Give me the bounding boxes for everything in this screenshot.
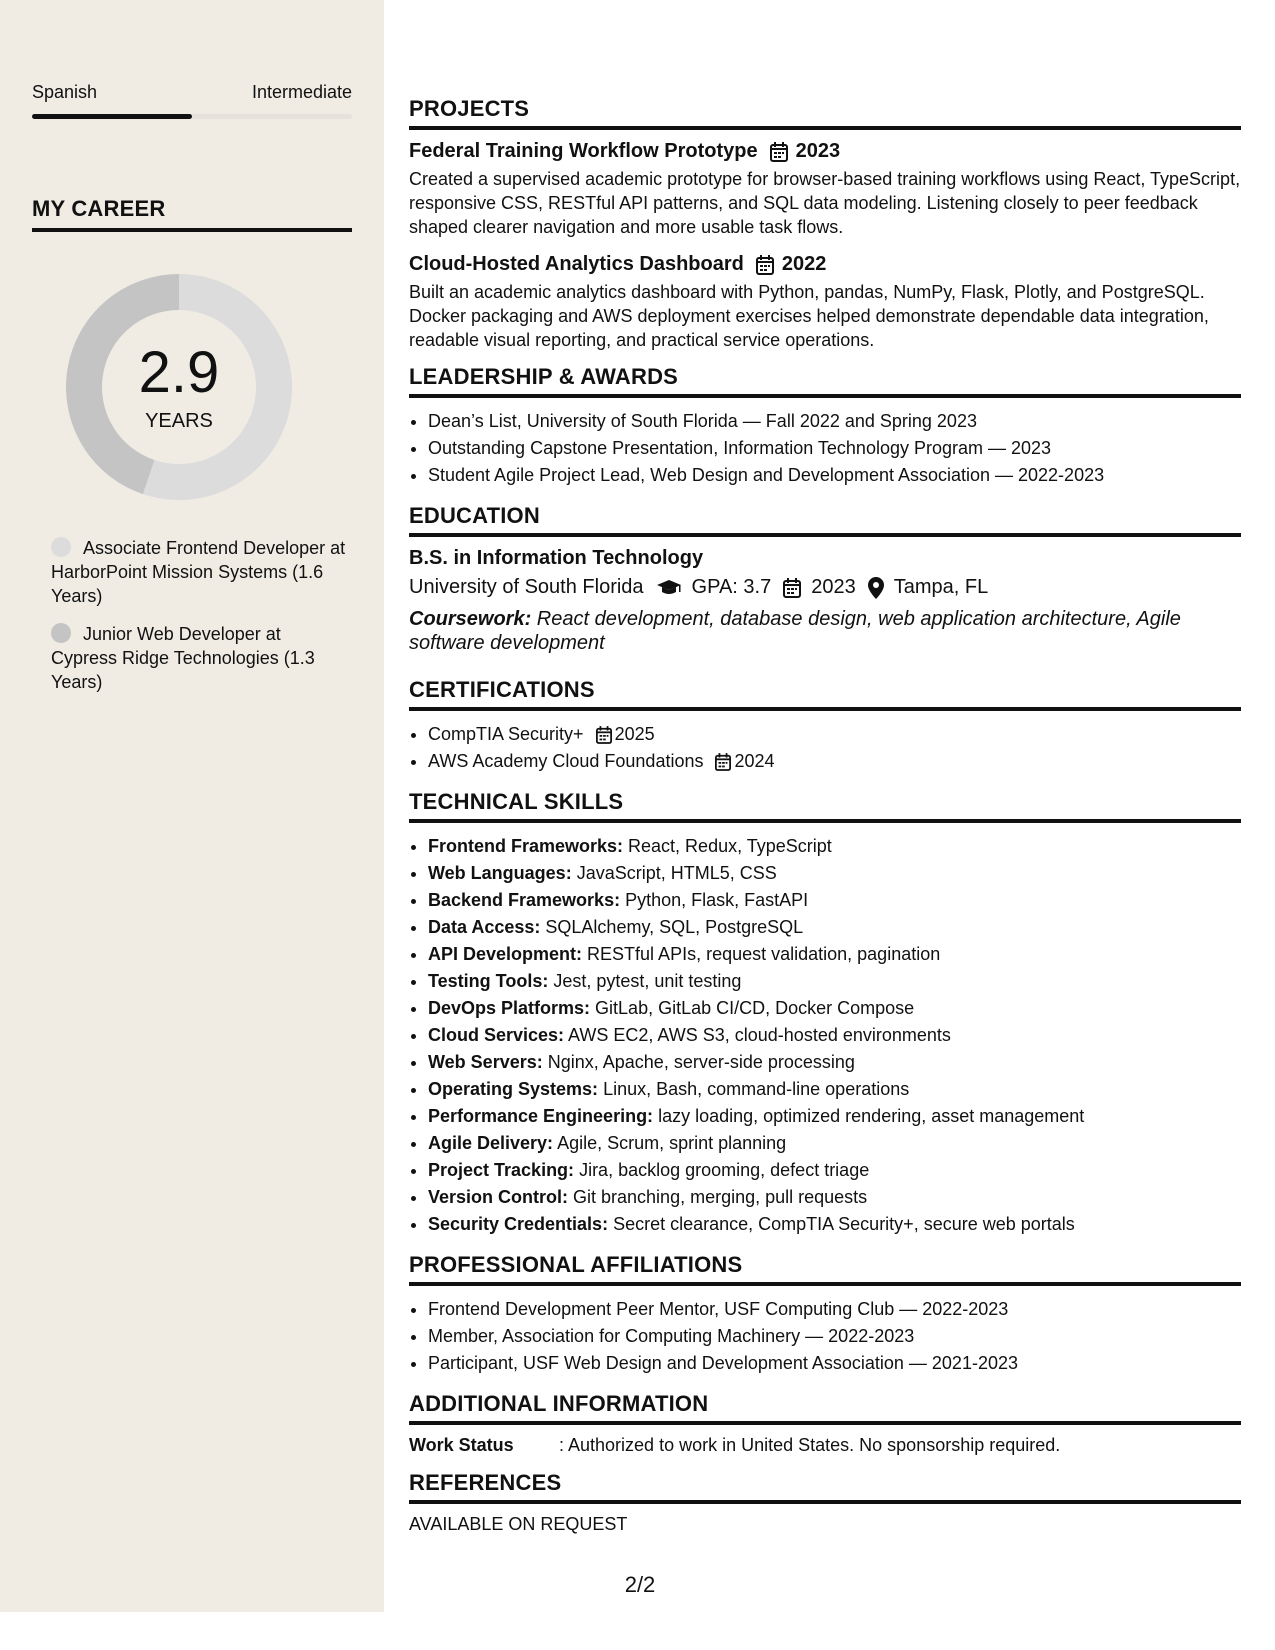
skill-item — [428, 968, 1241, 995]
list-item: • Member, Association for Computing Machinery — 2022-2023 — [428, 1323, 1241, 1350]
skill-label: Project Tracking: — [428, 1160, 575, 1180]
skill-value: Jira, backlog grooming, defect triage — [574, 1160, 870, 1180]
skill-label: Version Control: — [428, 1187, 569, 1207]
skills-section — [409, 789, 1241, 1238]
certifications-list — [409, 721, 1241, 775]
location-pin-icon — [868, 577, 884, 599]
skill-value: Secret clearance, CompTIA Security+, secure web portals — [608, 1214, 1075, 1234]
list-item: • Participant, USF Web Design and Development Association — 2021-2023 — [428, 1350, 1241, 1377]
list-item: • Outstanding Capstone Presentation, Information Technology Program — 2023 — [428, 435, 1241, 462]
affiliations-section — [409, 1252, 1241, 1377]
skills-list — [409, 833, 1241, 1238]
skill-item — [428, 1211, 1241, 1238]
certification-item — [428, 748, 1241, 775]
school-name: University of South Florida — [409, 576, 644, 598]
project-year: 2022 — [781, 253, 827, 275]
leadership-list — [409, 408, 1241, 489]
skill-label: Cloud Services: — [428, 1025, 565, 1045]
calendar-icon — [770, 142, 788, 162]
calendar-icon — [756, 255, 774, 275]
career-item — [51, 536, 351, 608]
work-status-value: : Authorized to work in United States. No sponsorship required. — [559, 1435, 1061, 1455]
skill-label: Operating Systems: — [428, 1079, 599, 1099]
skill-item — [428, 1049, 1241, 1076]
list-item: • Frontend Development Peer Mentor, USF Computing Club — 2022-2023 — [428, 1296, 1241, 1323]
skill-value: lazy loading, optimized rendering, asset management — [653, 1106, 1085, 1126]
skill-value: SQLAlchemy, SQL, PostgreSQL — [540, 917, 804, 937]
additional-heading: ADDITIONAL INFORMATION — [409, 1391, 1241, 1425]
language-proficiency-fill — [32, 114, 192, 119]
skill-label: Web Servers: — [428, 1052, 543, 1072]
references-section — [409, 1470, 1241, 1535]
language-row — [32, 82, 352, 103]
certifications-section — [409, 677, 1241, 775]
skill-label: API Development: — [428, 944, 583, 964]
list-item: • Student Agile Project Lead, Web Design and Development Association — 2022-2023 — [428, 462, 1241, 489]
projects-section — [409, 96, 1241, 352]
affiliations-heading: PROFESSIONAL AFFILIATIONS — [409, 1252, 1241, 1286]
calendar-icon — [783, 578, 801, 598]
education-meta — [409, 576, 1241, 599]
skill-label: Web Languages: — [428, 863, 572, 883]
education-section — [409, 503, 1241, 655]
career-total-unit: YEARS — [145, 410, 213, 432]
coursework-label: Coursework: — [409, 608, 532, 630]
career-list — [51, 536, 351, 708]
language-name: Spanish — [32, 82, 98, 102]
skill-value: JavaScript, HTML5, CSS — [571, 863, 777, 883]
projects-heading: PROJECTS — [409, 96, 1241, 130]
career-legend-dot — [51, 537, 71, 557]
references-text: AVAILABLE ON REQUEST — [409, 1514, 628, 1534]
skill-item — [428, 1103, 1241, 1130]
career-heading: MY CAREER — [32, 196, 352, 232]
skill-item — [428, 860, 1241, 887]
skill-label: Performance Engineering: — [428, 1106, 654, 1126]
work-status-row — [409, 1435, 1241, 1456]
additional-section — [409, 1391, 1241, 1456]
skill-label: Frontend Frameworks: — [428, 836, 624, 856]
career-donut-chart — [66, 274, 292, 500]
skill-label: Testing Tools: — [428, 971, 549, 991]
skill-item — [428, 1157, 1241, 1184]
graduation-cap-icon — [656, 579, 682, 597]
project-title-row — [409, 253, 1241, 276]
skill-value: Nginx, Apache, server-side processing — [542, 1052, 855, 1072]
skill-item — [428, 995, 1241, 1022]
skill-label: Data Access: — [428, 917, 541, 937]
skill-value: Python, Flask, FastAPI — [620, 890, 809, 910]
main-content — [409, 96, 1241, 1545]
skill-item — [428, 941, 1241, 968]
coursework — [409, 607, 1241, 655]
degree-title: B.S. in Information Technology — [409, 547, 704, 569]
project-description: Created a supervised academic prototype for browser-based training workflows using React, TypeScript, responsive CSS, RESTful API patterns, and SQL data modeling. Listening closely to peer feedback shaped clearer navigation and more usable task flows. — [409, 169, 1241, 237]
calendar-icon — [596, 726, 612, 744]
career-legend-dot — [51, 623, 71, 643]
project-item — [409, 253, 1241, 352]
career-item-label: Associate Frontend Developer at HarborPoint Mission Systems (1.6 Years) — [51, 538, 346, 606]
career-item — [51, 622, 351, 694]
skills-heading: TECHNICAL SKILLS — [409, 789, 1241, 823]
graduation-year: 2023 — [811, 576, 856, 598]
project-description: Built an academic analytics dashboard with Python, pandas, NumPy, Flask, Plotly, and PostgreSQL. Docker packaging and AWS deployment exercises helped demonstrate dependable data integration, readable visual reporting, and practical service operations. — [409, 282, 1209, 350]
gpa: GPA: 3.7 — [691, 576, 772, 598]
skill-item — [428, 914, 1241, 941]
leadership-section — [409, 364, 1241, 489]
project-title: Cloud-Hosted Analytics Dashboard — [409, 253, 744, 275]
language-proficiency-bar — [32, 114, 352, 119]
affiliations-list — [409, 1296, 1241, 1377]
sidebar — [0, 0, 384, 1612]
work-status-label: Work Status — [409, 1435, 514, 1455]
career-total-value: 2.9 — [138, 340, 220, 405]
school-location: Tampa, FL — [893, 576, 989, 598]
skill-item — [428, 1076, 1241, 1103]
skill-item — [428, 1130, 1241, 1157]
certification-year: 2025 — [614, 724, 655, 744]
references-heading: REFERENCES — [409, 1470, 1241, 1504]
skill-value: Linux, Bash, command-line operations — [598, 1079, 910, 1099]
career-item-label: Junior Web Developer at Cypress Ridge Technologies (1.3 Years) — [51, 624, 315, 692]
certification-name: • CompTIA Security+ — [428, 724, 584, 744]
skill-label: Security Credentials: — [428, 1214, 609, 1234]
skill-label: Backend Frameworks: — [428, 890, 621, 910]
project-item — [409, 140, 1241, 239]
skill-value: GitLab, GitLab CI/CD, Docker Compose — [590, 998, 915, 1018]
skill-value: React, Redux, TypeScript — [623, 836, 832, 856]
certification-item — [428, 721, 1241, 748]
skill-value: Agile, Scrum, sprint planning — [553, 1133, 787, 1153]
skill-item — [428, 1184, 1241, 1211]
skill-label: DevOps Platforms: — [428, 998, 591, 1018]
coursework-text: React development, database design, web application architecture, Agile software development — [409, 608, 1181, 654]
skill-value: Git branching, merging, pull requests — [568, 1187, 868, 1207]
skill-value: Jest, pytest, unit testing — [548, 971, 742, 991]
project-title: Federal Training Workflow Prototype — [409, 140, 758, 162]
project-title-row — [409, 140, 1241, 163]
skill-value: AWS EC2, AWS S3, cloud-hosted environments — [564, 1025, 951, 1045]
leadership-heading: LEADERSHIP & AWARDS — [409, 364, 1241, 398]
education-heading: EDUCATION — [409, 503, 1241, 537]
project-year: 2023 — [795, 140, 841, 162]
skill-item — [428, 833, 1241, 860]
calendar-icon — [715, 753, 731, 771]
page-number: 2/2 — [624, 1572, 656, 1597]
skill-item — [428, 887, 1241, 914]
skill-item — [428, 1022, 1241, 1049]
language-level: Intermediate — [251, 82, 352, 102]
certification-year: 2024 — [734, 751, 775, 771]
list-item: • Dean’s List, University of South Florida — Fall 2022 and Spring 2023 — [428, 408, 1241, 435]
skill-label: Agile Delivery: — [428, 1133, 554, 1153]
certification-name: • AWS Academy Cloud Foundations — [428, 751, 704, 771]
skill-value: RESTful APIs, request validation, pagination — [582, 944, 941, 964]
certifications-heading: CERTIFICATIONS — [409, 677, 1241, 711]
